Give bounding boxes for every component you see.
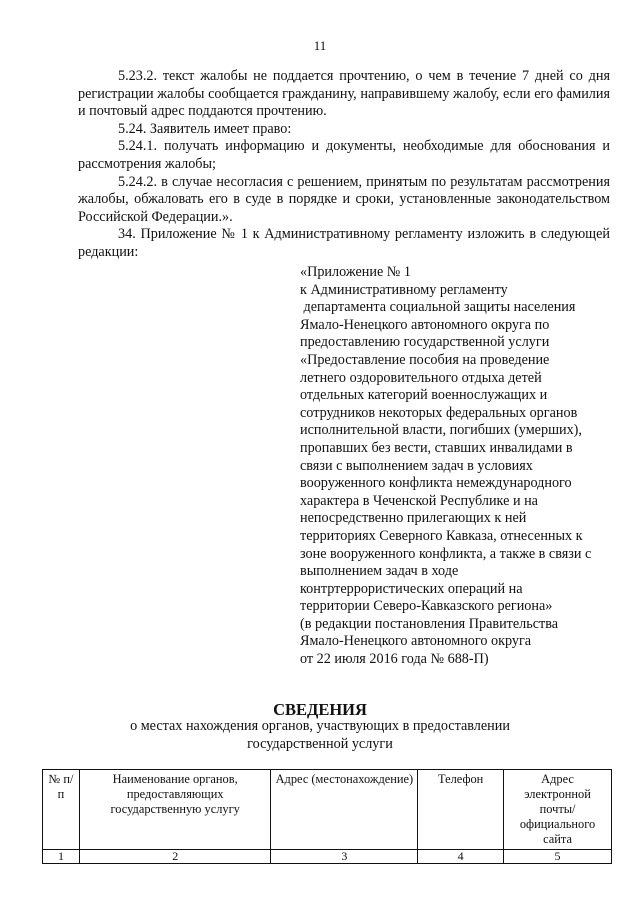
appendix-line: от 22 июля 2016 года № 688-П) — [300, 651, 489, 668]
paragraph-5-23-2: 5.23.2. текст жалобы не поддается прочтению, о чем в течение 7 дней со дня регистрации жалобы сообщается гражданину, направившему жалобу, если его фамилия и почтовый адрес поддаются прочтению. — [78, 68, 610, 120]
appendix-line: пропавших без вести, ставших инвалидами в — [300, 439, 573, 456]
appendix-line: непосредственно прилегающих к ней — [300, 510, 527, 527]
paragraph-5-24-2: 5.24.2. в случае несогласия с решением, принятым по результатам рассмотрения жалобы, обжаловать его в суде в порядке и сроки, установленные законодательством Российской Федерации.». — [78, 173, 610, 225]
appendix-line: к Административному регламенту — [300, 281, 508, 298]
agencies-table — [42, 769, 612, 864]
column-header-number: № п/п — [43, 770, 80, 850]
column-header-agency-name: Наименование органов, предоставляющих государственную услугу — [79, 770, 271, 850]
body-text — [78, 68, 610, 262]
column-header-phone: Телефон — [418, 770, 504, 850]
table-cell: 3 — [271, 850, 418, 864]
section-heading: СВЕДЕНИЯ — [273, 700, 367, 719]
table-cell: 4 — [418, 850, 504, 864]
appendix-line: «Предоставление пособия на проведение — [300, 351, 550, 368]
appendix-line: контртеррористических операций на — [300, 580, 523, 597]
appendix-line: летнего оздоровительного отдыха детей — [300, 369, 542, 386]
subheading-line: государственной услуги — [247, 735, 393, 752]
page-number: 11 — [313, 38, 327, 53]
appendix-line: Ямало-Ненецкого автономного округа по — [300, 316, 550, 333]
paragraph-5-24-1: 5.24.1. получать информацию и документы, необходимые для обоснования и рассмотрения жалобы; — [78, 138, 610, 172]
appendix-line: предоставлению государственной услуги — [300, 334, 550, 351]
paragraph-5-24: 5.24. Заявитель имеет право: — [118, 120, 292, 137]
appendix-line: характера в Чеченской Республике и на — [300, 492, 538, 509]
appendix-line: «Приложение № 1 — [300, 264, 411, 280]
table-header-row — [43, 770, 612, 850]
appendix-line: выполнением задач в ходе — [300, 563, 459, 580]
appendix-line: отдельных категорий военнослужащих и — [300, 387, 548, 404]
appendix-header-block — [300, 264, 612, 669]
appendix-line: сотрудников некоторых федеральных органов — [300, 404, 578, 421]
table-cell: 2 — [79, 850, 271, 864]
appendix-line: департамента социальной защиты населения — [300, 299, 576, 316]
table-cell: 5 — [504, 850, 612, 864]
table-row — [43, 850, 612, 864]
appendix-line: территории Северо-Кавказского региона» — [300, 598, 553, 615]
appendix-line: связи с выполнением задач в условиях — [300, 457, 533, 474]
appendix-line: зоне вооруженного конфликта, а также в связи с — [300, 545, 592, 562]
table-cell: 1 — [43, 850, 80, 864]
appendix-line: Ямало-Ненецкого автономного округа — [300, 633, 532, 650]
section-subheading — [0, 718, 640, 753]
column-header-address: Адрес (местонахождение) — [271, 770, 418, 850]
appendix-line: (в редакции постановления Правительства — [300, 615, 559, 632]
subheading-line: о местах нахождения органов, участвующих в предоставлении — [130, 718, 510, 734]
appendix-line: территориях Северного Кавказа, отнесенных к — [300, 527, 583, 544]
column-header-email-website: Адрес электронной почты/ официального сайта — [504, 770, 612, 850]
appendix-line: исполнительной власти, погибших (умерших), — [300, 422, 582, 439]
paragraph-34: 34. Приложение № 1 к Административному регламенту изложить в следующей редакции: — [78, 226, 610, 260]
appendix-line: вооруженного конфликта немеждународного — [300, 475, 572, 492]
